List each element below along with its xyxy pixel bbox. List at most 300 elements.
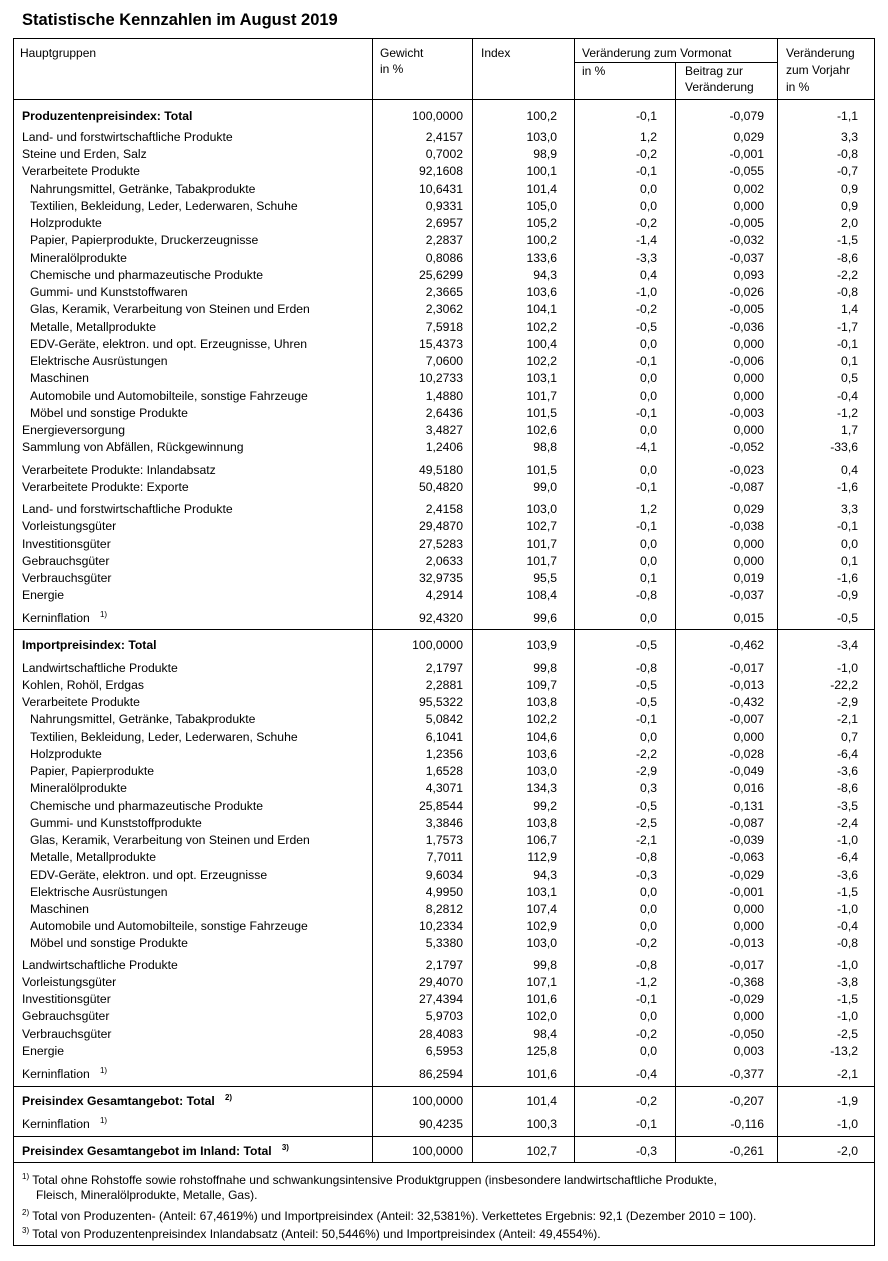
gewicht-cell: 1,7573 [425, 833, 463, 847]
gewicht-cell: 50,4820 [418, 480, 463, 494]
veraenderung-cell: -0,5 [635, 678, 657, 692]
section-divider-import [13, 629, 875, 630]
row-label: Vorleistungsgüter [22, 975, 117, 989]
veraenderung-cell: 1,2 [640, 502, 657, 516]
row-label: Vorleistungsgüter [22, 519, 117, 533]
beitrag-cell: -0,005 [729, 302, 764, 316]
footnote-text: Total von Produzentenpreisindex Inlandabsatz (Anteil: 50,5446%) und Importpreisindex (Anteil: 49,4554%). [32, 1227, 601, 1241]
gewicht-cell: 6,5953 [425, 1044, 463, 1058]
index-cell: 105,0 [526, 199, 557, 213]
beitrag-cell: -0,131 [729, 799, 764, 813]
index-cell: 94,3 [533, 268, 557, 282]
vorjahr-cell: -2,1 [836, 1067, 858, 1081]
veraenderung-cell: 0,0 [640, 1009, 657, 1023]
gewicht-cell: 0,7002 [425, 147, 463, 161]
vorjahr-cell: -3,6 [836, 764, 858, 778]
gewicht-cell: 4,2914 [425, 588, 463, 602]
header-subdivider [574, 62, 777, 63]
index-cell: 102,6 [526, 423, 557, 437]
veraenderung-cell: 0,0 [640, 537, 657, 551]
header-vorjahr: Veränderung [786, 46, 855, 60]
veraenderung-cell: -0,2 [635, 1094, 657, 1108]
table-row [13, 729, 875, 746]
gewicht-cell: 100,0000 [412, 1144, 463, 1158]
vorjahr-cell: 0,9 [841, 199, 858, 213]
beitrag-cell: -0,003 [729, 406, 764, 420]
header-vormonat-in-prozent: in % [582, 64, 606, 78]
gewicht-cell: 2,6957 [425, 216, 463, 230]
table-row [13, 901, 875, 918]
table-row [13, 867, 875, 884]
index-cell: 102,2 [526, 712, 557, 726]
row-label: Elektrische Ausrüstungen [30, 885, 168, 899]
index-cell: 102,7 [526, 1144, 557, 1158]
table-row [13, 570, 875, 587]
table-row [13, 1026, 875, 1043]
footnote-ref: 1) [99, 1115, 108, 1125]
footnote-divider [13, 1162, 875, 1163]
footnote [22, 1209, 872, 1224]
vorjahr-cell: -1,6 [836, 480, 858, 494]
index-cell: 103,1 [526, 885, 557, 899]
header-beitrag: Beitrag zur [685, 64, 744, 78]
index-cell: 100,3 [526, 1117, 557, 1131]
beitrag-cell: -0,029 [729, 868, 764, 882]
index-cell: 103,6 [526, 285, 557, 299]
veraenderung-cell: -2,2 [635, 747, 657, 761]
gewicht-cell: 3,4827 [425, 423, 463, 437]
vorjahr-cell: -1,6 [836, 571, 858, 585]
vorjahr-cell: 0,1 [841, 354, 858, 368]
vorjahr-cell: -1,0 [836, 1009, 858, 1023]
table-row [13, 439, 875, 456]
index-cell: 109,7 [526, 678, 557, 692]
header-index: Index [481, 46, 511, 60]
gewicht-cell: 2,1797 [425, 958, 463, 972]
table-row [13, 763, 875, 780]
gewicht-cell: 29,4070 [418, 975, 463, 989]
index-cell: 107,1 [526, 975, 557, 989]
veraenderung-cell: -0,8 [635, 850, 657, 864]
index-cell: 100,2 [526, 109, 557, 123]
gewicht-cell: 4,9950 [425, 885, 463, 899]
row-label: Nahrungsmittel, Getränke, Tabakprodukte [30, 712, 256, 726]
footnote-mark: 2) [22, 1208, 30, 1217]
beitrag-cell: -0,368 [729, 975, 764, 989]
gewicht-cell: 25,8544 [418, 799, 463, 813]
footnote-text: Total von Produzenten- (Anteil: 67,4619%) und Importpreisindex (Anteil: 32,5381%). Verkettetes Ergebnis: 92,1 (Dezember 2010 = 100). [32, 1209, 757, 1223]
table-row [13, 108, 875, 125]
row-label: Verarbeitete Produkte: Inlandabsatz [22, 463, 216, 477]
row-label: Kohlen, Rohöl, Erdgas [22, 678, 144, 692]
vorjahr-cell: 0,5 [841, 371, 858, 385]
veraenderung-cell: 0,0 [640, 371, 657, 385]
vorjahr-cell: -1,7 [836, 320, 858, 334]
gewicht-cell: 1,2356 [425, 747, 463, 761]
index-cell: 103,0 [526, 502, 557, 516]
footnote-ref: 3) [281, 1142, 289, 1152]
veraenderung-cell: 0,0 [640, 902, 657, 916]
gewicht-cell: 2,2837 [425, 233, 463, 247]
gewicht-cell: 100,0000 [412, 638, 463, 652]
beitrag-cell: -0,432 [729, 695, 764, 709]
vorjahr-cell: -3,6 [836, 868, 858, 882]
beitrag-cell: -0,037 [729, 251, 764, 265]
gewicht-cell: 10,2334 [418, 919, 463, 933]
gewicht-cell: 5,9703 [425, 1009, 463, 1023]
veraenderung-cell: -0,2 [635, 147, 657, 161]
beitrag-cell: -0,063 [729, 850, 764, 864]
section-divider-inland [13, 1136, 875, 1137]
beitrag-cell: 0,000 [733, 371, 764, 385]
veraenderung-cell: -0,8 [635, 661, 657, 675]
index-cell: 107,4 [526, 902, 557, 916]
table-row [13, 284, 875, 301]
row-label: Maschinen [30, 902, 89, 916]
gewicht-cell: 3,3846 [425, 816, 463, 830]
index-cell: 103,0 [526, 936, 557, 950]
beitrag-cell: -0,050 [729, 1027, 764, 1041]
gewicht-cell: 86,2594 [418, 1067, 463, 1081]
vorjahr-cell: -1,5 [836, 992, 858, 1006]
veraenderung-cell: 0,0 [640, 337, 657, 351]
veraenderung-cell: -0,2 [635, 1027, 657, 1041]
veraenderung-cell: -0,4 [635, 1067, 657, 1081]
veraenderung-cell: -0,3 [635, 868, 657, 882]
table-row [13, 336, 875, 353]
index-cell: 98,8 [533, 440, 557, 454]
veraenderung-cell: -0,5 [635, 638, 657, 652]
row-label: Energie [22, 588, 65, 602]
beitrag-cell: -0,207 [729, 1094, 764, 1108]
table-row [13, 815, 875, 832]
beitrag-cell: 0,015 [733, 611, 764, 625]
index-cell: 103,0 [526, 130, 557, 144]
header-hauptgruppen: Hauptgruppen [20, 46, 97, 60]
table-row [13, 637, 875, 654]
table-row [13, 422, 875, 439]
index-cell: 100,1 [526, 164, 557, 178]
beitrag-cell: 0,000 [733, 389, 764, 403]
vorjahr-cell: -8,6 [836, 251, 858, 265]
gewicht-cell: 92,4320 [418, 611, 463, 625]
vorjahr-cell: -0,1 [836, 337, 858, 351]
row-label: Metalle, Metallprodukte [30, 320, 156, 334]
vorjahr-cell: -3,4 [836, 638, 858, 652]
table-row [13, 1066, 875, 1083]
table-row [13, 370, 875, 387]
gewicht-cell: 49,5180 [418, 463, 463, 477]
beitrag-cell: -0,055 [729, 164, 764, 178]
table-row [13, 677, 875, 694]
vorjahr-cell: 0,7 [841, 730, 858, 744]
veraenderung-cell: 0,0 [640, 919, 657, 933]
index-cell: 103,9 [526, 638, 557, 652]
gewicht-cell: 28,4083 [418, 1027, 463, 1041]
row-label: Mineralölprodukte [30, 251, 127, 265]
gewicht-cell: 27,4394 [418, 992, 463, 1006]
row-label: Nahrungsmittel, Getränke, Tabakprodukte [30, 182, 256, 196]
veraenderung-cell: -0,5 [635, 799, 657, 813]
beitrag-cell: -0,005 [729, 216, 764, 230]
veraenderung-cell: 0,0 [640, 389, 657, 403]
row-label: Elektrische Ausrüstungen [30, 354, 168, 368]
beitrag-cell: 0,000 [733, 199, 764, 213]
beitrag-cell: -0,036 [729, 320, 764, 334]
gewicht-cell: 5,0842 [425, 712, 463, 726]
gewicht-cell: 27,5283 [418, 537, 463, 551]
veraenderung-cell: 0,0 [640, 423, 657, 437]
beitrag-cell: -0,261 [729, 1144, 764, 1158]
index-cell: 94,3 [533, 868, 557, 882]
beitrag-cell: 0,000 [733, 337, 764, 351]
veraenderung-cell: 0,4 [640, 268, 657, 282]
veraenderung-cell: -3,3 [635, 251, 657, 265]
beitrag-cell: -0,087 [729, 480, 764, 494]
beitrag-cell: -0,013 [729, 678, 764, 692]
vorjahr-cell: -1,9 [836, 1094, 858, 1108]
vorjahr-cell: -2,1 [836, 712, 858, 726]
vorjahr-cell: -0,7 [836, 164, 858, 178]
table-row [13, 405, 875, 422]
row-label: Produzentenpreisindex: Total [22, 109, 193, 123]
table-row [13, 319, 875, 336]
row-label: Gummi- und Kunststoffwaren [30, 285, 188, 299]
header-beitrag-2: Veränderung [685, 80, 754, 94]
veraenderung-cell: -1,0 [635, 285, 657, 299]
header-vorjahr-unit: in % [786, 80, 810, 94]
row-label: Gummi- und Kunststoffprodukte [30, 816, 202, 830]
vorjahr-cell: -6,4 [836, 850, 858, 864]
row-label: Investitionsgüter [22, 992, 111, 1006]
vorjahr-cell: -2,4 [836, 816, 858, 830]
table-row [13, 479, 875, 496]
row-label: Maschinen [30, 371, 89, 385]
table-row [13, 462, 875, 479]
gewicht-cell: 4,3071 [425, 781, 463, 795]
table-row [13, 832, 875, 849]
index-cell: 102,0 [526, 1009, 557, 1023]
row-label: Land- und forstwirtschaftliche Produkte [22, 130, 233, 144]
vorjahr-cell: 0,1 [841, 554, 858, 568]
table-row [13, 918, 875, 935]
table-row [13, 518, 875, 535]
veraenderung-cell: 0,1 [640, 571, 657, 585]
index-cell: 134,3 [526, 781, 557, 795]
footnote [22, 1227, 872, 1242]
veraenderung-cell: -0,8 [635, 958, 657, 972]
gewicht-cell: 0,8086 [425, 251, 463, 265]
vorjahr-cell: -0,4 [836, 389, 858, 403]
beitrag-cell: -0,023 [729, 463, 764, 477]
beitrag-cell: 0,016 [733, 781, 764, 795]
table-row [13, 798, 875, 815]
table-row [13, 957, 875, 974]
table-row [13, 250, 875, 267]
index-cell: 99,2 [533, 799, 557, 813]
beitrag-cell: 0,093 [733, 268, 764, 282]
beitrag-cell: 0,000 [733, 554, 764, 568]
veraenderung-cell: -4,1 [635, 440, 657, 454]
table-row [13, 232, 875, 249]
vorjahr-cell: -0,1 [836, 519, 858, 533]
beitrag-cell: -0,038 [729, 519, 764, 533]
page-title: Statistische Kennzahlen im August 2019 [22, 11, 338, 29]
beitrag-cell: 0,000 [733, 919, 764, 933]
table-row [13, 198, 875, 215]
row-label: Preisindex Gesamtangebot: Total $^{2)}$ [22, 1092, 233, 1108]
index-cell: 103,8 [526, 816, 557, 830]
vorjahr-cell: 1,4 [841, 302, 858, 316]
vorjahr-cell: -2,2 [836, 268, 858, 282]
vorjahr-cell: -3,8 [836, 975, 858, 989]
row-label: Sammlung von Abfällen, Rückgewinnung [22, 440, 244, 454]
index-cell: 101,4 [526, 182, 557, 196]
vorjahr-cell: -6,4 [836, 747, 858, 761]
beitrag-cell: 0,003 [733, 1044, 764, 1058]
vorjahr-cell: -13,2 [830, 1044, 858, 1058]
gewicht-cell: 2,4158 [425, 502, 463, 516]
row-label: Metalle, Metallprodukte [30, 850, 156, 864]
gewicht-cell: 6,1041 [425, 730, 463, 744]
table-row [13, 353, 875, 370]
row-label: Gebrauchsgüter [22, 1009, 110, 1023]
table-row [13, 780, 875, 797]
table-row [13, 146, 875, 163]
table-row [13, 610, 875, 627]
row-label: Kerninflation $^{1)}$ [22, 1115, 108, 1131]
gewicht-cell: 100,0000 [412, 109, 463, 123]
row-label: Kerninflation $^{1)}$ [22, 1065, 108, 1081]
veraenderung-cell: 0,0 [640, 885, 657, 899]
row-label: Holzprodukte [30, 747, 102, 761]
index-cell: 100,4 [526, 337, 557, 351]
row-label: Papier, Papierprodukte, Druckerzeugnisse [30, 233, 259, 247]
row-label: Chemische und pharmazeutische Produkte [30, 268, 264, 282]
row-label: Verarbeitete Produkte [22, 695, 140, 709]
footnote-ref: 2) [224, 1092, 233, 1102]
vorjahr-cell: -3,5 [836, 799, 858, 813]
beitrag-cell: 0,000 [733, 902, 764, 916]
table-row [13, 935, 875, 952]
header-vorjahr-2: zum Vorjahr [786, 63, 851, 77]
veraenderung-cell: -0,8 [635, 588, 657, 602]
veraenderung-cell: 0,0 [640, 463, 657, 477]
vorjahr-cell: -1,5 [836, 233, 858, 247]
index-cell: 125,8 [526, 1044, 557, 1058]
index-cell: 99,6 [533, 611, 557, 625]
gewicht-cell: 10,2733 [418, 371, 463, 385]
table-row [13, 746, 875, 763]
beitrag-cell: 0,000 [733, 730, 764, 744]
table-row [13, 129, 875, 146]
section-divider-gesamtangebot [13, 1086, 875, 1087]
index-cell: 133,6 [526, 251, 557, 265]
beitrag-cell: 0,029 [733, 130, 764, 144]
index-cell: 98,4 [533, 1027, 557, 1041]
row-label: Kerninflation $^{1)}$ [22, 609, 108, 625]
beitrag-cell: -0,013 [729, 936, 764, 950]
table-row [13, 1043, 875, 1060]
gewicht-cell: 2,6436 [425, 406, 463, 420]
footnote-mark: 3) [22, 1226, 30, 1235]
row-label: Landwirtschaftliche Produkte [22, 958, 178, 972]
veraenderung-cell: 1,2 [640, 130, 657, 144]
gewicht-cell: 100,0000 [412, 1094, 463, 1108]
veraenderung-cell: -1,2 [635, 975, 657, 989]
row-label: Gebrauchsgüter [22, 554, 110, 568]
vorjahr-cell: 3,3 [841, 130, 858, 144]
veraenderung-cell: 0,3 [640, 781, 657, 795]
row-label: Preisindex Gesamtangebot im Inland: Total $^{3)}$ [22, 1142, 289, 1158]
beitrag-cell: 0,000 [733, 423, 764, 437]
vorjahr-cell: -0,9 [836, 588, 858, 602]
veraenderung-cell: 0,0 [640, 199, 657, 213]
gewicht-cell: 2,1797 [425, 661, 463, 675]
index-cell: 108,4 [526, 588, 557, 602]
footnote-text-continued: Fleisch, Mineralölprodukte, Metalle, Gas). [36, 1188, 258, 1202]
vorjahr-cell: -22,2 [830, 678, 858, 692]
gewicht-cell: 7,5918 [425, 320, 463, 334]
vorjahr-cell: 2,0 [841, 216, 858, 230]
gewicht-cell: 2,3062 [425, 302, 463, 316]
index-cell: 101,6 [526, 1067, 557, 1081]
index-cell: 101,5 [526, 406, 557, 420]
beitrag-cell: -0,049 [729, 764, 764, 778]
beitrag-cell: -0,028 [729, 747, 764, 761]
veraenderung-cell: -0,1 [635, 480, 657, 494]
index-cell: 103,8 [526, 695, 557, 709]
index-cell: 103,6 [526, 747, 557, 761]
beitrag-cell: -0,087 [729, 816, 764, 830]
beitrag-cell: -0,462 [729, 638, 764, 652]
row-label: Energie [22, 1044, 65, 1058]
row-label: Steine und Erden, Salz [22, 147, 147, 161]
veraenderung-cell: 0,0 [640, 611, 657, 625]
index-cell: 99,8 [533, 661, 557, 675]
vorjahr-cell: -33,6 [830, 440, 858, 454]
beitrag-cell: -0,029 [729, 992, 764, 1006]
veraenderung-cell: 0,0 [640, 1044, 657, 1058]
vorjahr-cell: -0,4 [836, 919, 858, 933]
vorjahr-cell: -0,5 [836, 611, 858, 625]
table-row [13, 974, 875, 991]
beitrag-cell: -0,032 [729, 233, 764, 247]
beitrag-cell: -0,116 [730, 1117, 764, 1131]
table-row [13, 163, 875, 180]
table-row [13, 215, 875, 232]
vorjahr-cell: -1,0 [836, 833, 858, 847]
row-label: EDV-Geräte, elektron. und opt. Erzeugnisse [30, 868, 268, 882]
index-cell: 104,6 [526, 730, 557, 744]
index-cell: 95,5 [533, 571, 557, 585]
veraenderung-cell: -0,5 [635, 320, 657, 334]
gewicht-cell: 0,9331 [425, 199, 463, 213]
vorjahr-cell: -8,6 [836, 781, 858, 795]
veraenderung-cell: -0,2 [635, 216, 657, 230]
row-label: Automobile und Automobilteile, sonstige Fahrzeuge [30, 389, 308, 403]
veraenderung-cell: -0,1 [635, 712, 657, 726]
index-cell: 101,7 [526, 537, 557, 551]
table-row [13, 388, 875, 405]
row-label: Glas, Keramik, Verarbeitung von Steinen und Erden [30, 833, 310, 847]
table-row [13, 1116, 875, 1133]
beitrag-cell: -0,007 [729, 712, 764, 726]
table-row [13, 1143, 875, 1160]
veraenderung-cell: -0,1 [635, 354, 657, 368]
vorjahr-cell: 0,4 [841, 463, 858, 477]
beitrag-cell: -0,026 [729, 285, 764, 299]
